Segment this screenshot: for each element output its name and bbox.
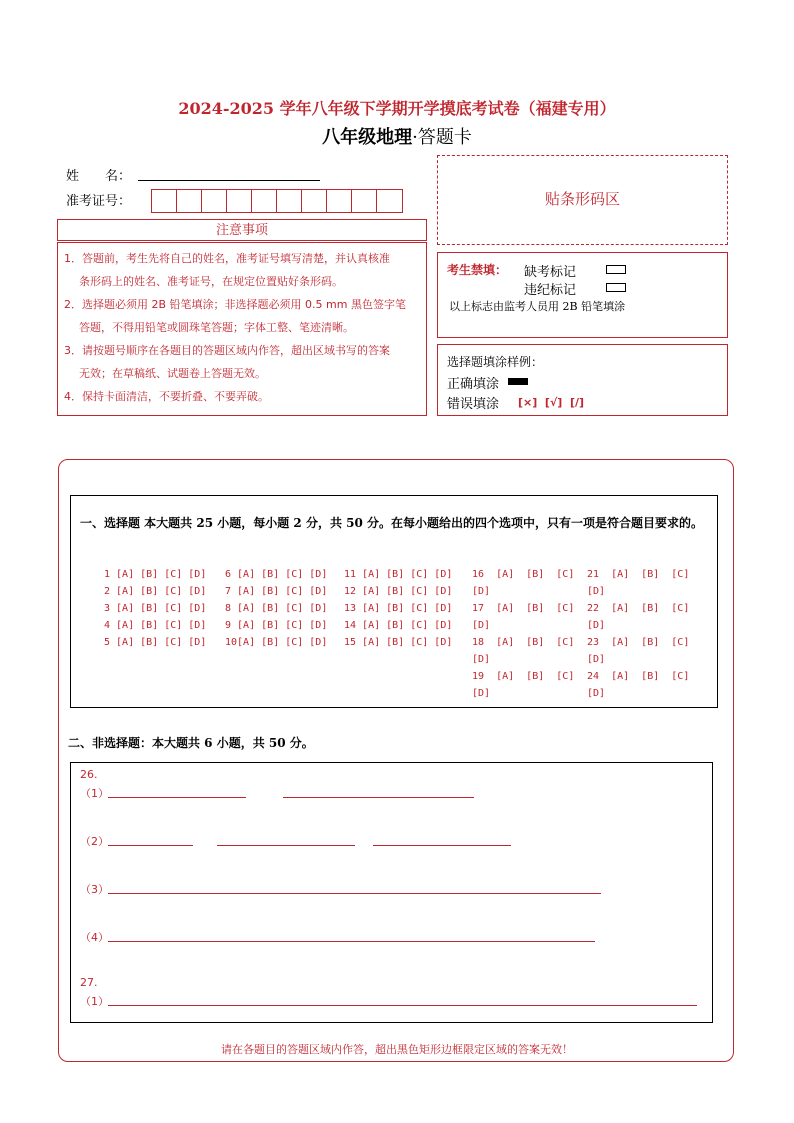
id-digit-box[interactable] xyxy=(327,190,352,212)
wrong-fill-samples: [×] [√] [/] xyxy=(518,396,585,409)
notice-heading: 注意事项 xyxy=(57,219,427,241)
id-digit-box[interactable] xyxy=(252,190,277,212)
answer-line[interactable] xyxy=(108,797,246,798)
question-number: 27. xyxy=(80,976,98,989)
absent-label: 缺考标记 xyxy=(524,265,577,280)
answer-line[interactable] xyxy=(373,845,511,846)
correct-fill-sample xyxy=(508,378,528,385)
id-digit-box[interactable] xyxy=(177,190,202,212)
id-digit-box[interactable] xyxy=(352,190,377,212)
sub-question-label: （3） xyxy=(80,883,109,896)
sub-question-label: （4） xyxy=(80,931,109,944)
footer-warning: 请在各题目的答题区域内作答，超出黑色矩形边框限定区域的答案无效！ xyxy=(221,1043,573,1056)
id-digit-box[interactable] xyxy=(302,190,327,212)
notice-box xyxy=(57,242,427,416)
answer-line[interactable] xyxy=(108,1005,697,1006)
exam-title: 2024-2025 学年八年级下学期开学摸底考试卷（福建专用） xyxy=(178,99,616,118)
mc-options-col-4[interactable]: 16 [A] [B] [C] [D] 17 [A] [B] [C] [D] 18 [A] [B] [C] [D] 19 [A] [B] [C] [D] xyxy=(472,569,575,699)
mc-options-col-1[interactable]: 1 [A] [B] [C] [D] 2 [A] [B] [C] [D] 3 [A] [B] [C] [D] 4 [A] [B] [C] [D] 5 [A] [B] [C] [D] xyxy=(104,569,207,648)
answer-line[interactable] xyxy=(108,845,193,846)
sample-label: 选择题填涂样例： xyxy=(447,355,544,369)
sub-question-label: （2） xyxy=(80,835,109,848)
answer-line[interactable] xyxy=(217,845,355,846)
proctor-mark-box xyxy=(437,252,728,338)
mc-options-col-5[interactable]: 21 [A] [B] [C] [D] 22 [A] [B] [C] [D] 23 [A] [B] [C] [D] 24 [A] [B] [C] [D] xyxy=(587,569,690,699)
mc-options-col-3[interactable]: 11 [A] [B] [C] [D] 12 [A] [B] [C] [D] 13 [A] [B] [C] [D] 14 [A] [B] [C] [D] 15 [A] [B] [C] [D] xyxy=(344,569,453,648)
notice-line: 条形码上的姓名、准考证号，在规定位置贴好条形码。 xyxy=(79,275,343,288)
correct-label: 正确填涂 xyxy=(447,377,500,392)
name-field[interactable] xyxy=(138,180,320,181)
id-digit-box[interactable] xyxy=(377,190,402,212)
id-digit-box[interactable] xyxy=(227,190,252,212)
notice-line: 2．选择题必须用 2B 铅笔填涂；非选择题必须用 0.5 mm 黑色签字笔 xyxy=(64,298,406,311)
sub-question-label: （1） xyxy=(80,787,109,800)
mc-heading: 一、选择题 本大题共 25 小题，每小题 2 分，共 50 分。在每小题给出的四个选项中，只有一项是符合题目要求的。 xyxy=(80,516,703,530)
answer-line[interactable] xyxy=(108,893,601,894)
id-digit-box[interactable] xyxy=(277,190,302,212)
ban-label: 考生禁填： xyxy=(447,263,508,277)
card-subtitle xyxy=(0,123,794,149)
notice-line: 无效；在草稿纸、试题卷上答题无效。 xyxy=(79,367,266,380)
id-label: 准考证号： xyxy=(66,194,132,209)
ban-note: 以上标志由监考人员用 2B 铅笔填涂 xyxy=(449,300,626,313)
wrong-label: 错误填涂 xyxy=(447,397,500,412)
notice-line: 3．请按题号顺序在各题目的答题区域内作答，超出区域书写的答案 xyxy=(64,344,390,357)
exam-id-boxes[interactable] xyxy=(151,189,403,213)
subject-label: 八年级地理 xyxy=(322,127,413,148)
notice-line: 1．答题前，考生先将自己的姓名，准考证号填写清楚，并认真核准 xyxy=(64,252,390,265)
id-digit-box[interactable] xyxy=(202,190,227,212)
question-number: 26. xyxy=(80,768,98,781)
name-label: 姓 名： xyxy=(66,169,132,184)
fill-sample-box xyxy=(437,344,728,416)
sub-question-label: （1） xyxy=(80,995,109,1008)
notice-line: 答题，不得用铅笔或圆珠笔答题；字体工整、笔迹清晰。 xyxy=(79,321,354,334)
violation-label: 违纪标记 xyxy=(524,283,577,298)
answer-line[interactable] xyxy=(283,797,474,798)
violation-checkbox[interactable] xyxy=(606,283,626,292)
mc-options-col-2[interactable]: 6 [A] [B] [C] [D] 7 [A] [B] [C] [D] 8 [A] [B] [C] [D] 9 [A] [B] [C] [D] 10[A] [B] [C] [D] xyxy=(225,569,328,648)
notice-line: 4．保持卡面清洁，不要折叠、不要弄破。 xyxy=(64,390,269,403)
absent-checkbox[interactable] xyxy=(606,265,626,274)
id-digit-box[interactable] xyxy=(152,190,177,212)
nonmc-heading: 二、非选择题：本大题共 6 小题，共 50 分。 xyxy=(68,736,314,750)
barcode-area: 贴条形码区 xyxy=(437,155,728,245)
answer-line[interactable] xyxy=(108,941,595,942)
card-label: ·答题卡 xyxy=(412,127,472,148)
